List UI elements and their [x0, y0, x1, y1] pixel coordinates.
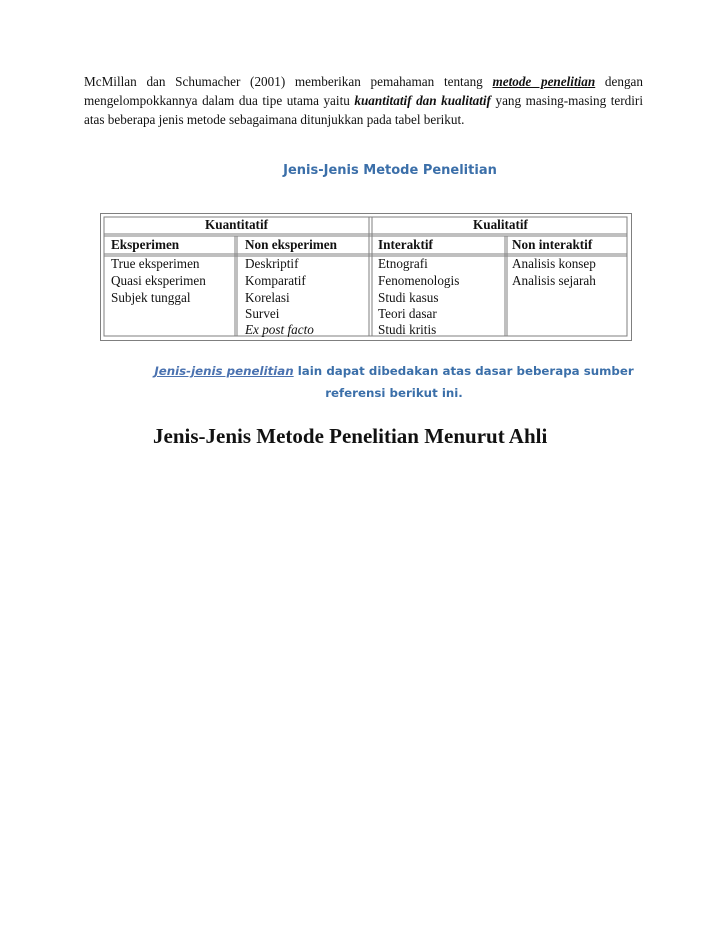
methods-table — [100, 213, 632, 341]
table-cell: Komparatif — [245, 273, 306, 288]
table-cell: Korelasi — [245, 290, 290, 305]
intro-text-1: McMillan dan Schumacher (2001) memberikan pemahaman tentang — [84, 74, 493, 89]
table-cell: True eksperimen — [111, 256, 200, 271]
table-cell: Analisis sejarah — [512, 273, 596, 288]
table-cell: Quasi eksperimen — [111, 273, 206, 288]
table-cell: Analisis konsep — [512, 256, 596, 271]
table-caption: Jenis-Jenis Metode Penelitian — [283, 163, 497, 178]
intro-text-2: dengan mengelompokkannya dalam dua tipe utama yaitu — [84, 74, 643, 108]
keyword-kuantitatif-kualitatif: kuantitatif dan kualitatif — [354, 93, 491, 108]
table-cell: Deskriptif — [245, 256, 299, 271]
header-interaktif: Interaktif — [378, 237, 433, 252]
group-kuantitatif: Kuantitatif — [205, 217, 269, 232]
table-cell: Ex post facto — [245, 322, 314, 337]
table-cell: Survei — [245, 306, 280, 321]
intro-text-3: yang masing-masing terdiri atas beberapa jenis metode sebagaimana ditunjukkan pada tabel berikut. — [84, 93, 643, 127]
table-cell: Studi kasus — [378, 290, 439, 305]
intro-paragraph — [84, 72, 643, 129]
header-non-eksperimen: Non eksperimen — [245, 237, 337, 252]
table-cell: Etnografi — [378, 256, 428, 271]
group-kualitatif: Kualitatif — [473, 217, 528, 232]
reference-note — [148, 360, 640, 404]
section-heading: Jenis-Jenis Metode Penelitian Menurut Ahli — [153, 424, 548, 448]
keyword-metode-penelitian[interactable]: metode penelitian — [492, 74, 596, 89]
header-non-interaktif: Non interaktif — [512, 237, 593, 252]
header-eksperimen: Eksperimen — [111, 237, 180, 252]
table-cell: Fenomenologis — [378, 273, 460, 288]
link-jenis-jenis-penelitian[interactable]: Jenis-jenis penelitian — [154, 364, 294, 378]
table-cell: Teori dasar — [378, 306, 437, 321]
table-cell: Subjek tunggal — [111, 290, 191, 305]
note-text: lain dapat dibedakan atas dasar beberapa sumber referensi berikut ini. — [293, 364, 634, 400]
table-cell: Studi kritis — [378, 322, 437, 337]
